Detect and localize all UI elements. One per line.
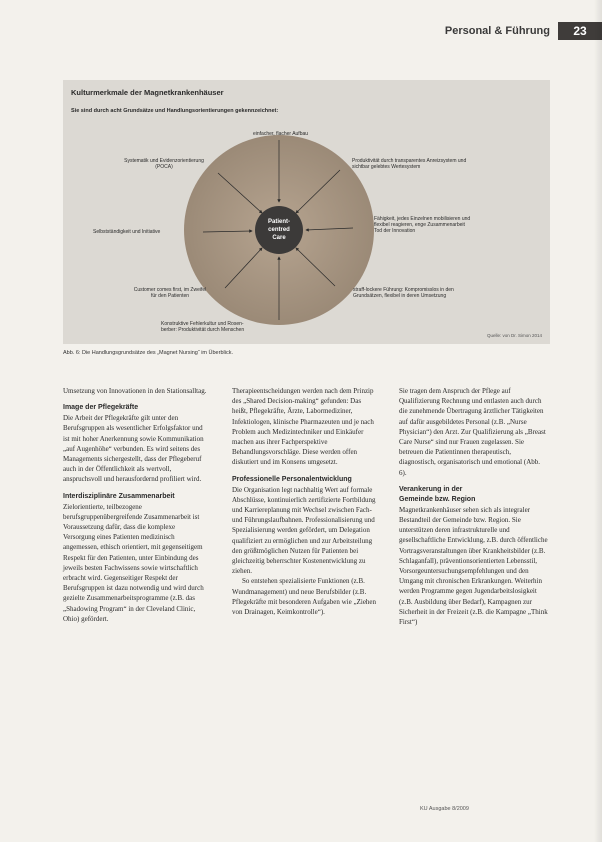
- c1-heading-2: Interdisziplinäre Zusammenarbeit: [63, 492, 175, 500]
- diagram-source: Quelle: von Dr. Simon 2014: [486, 333, 542, 338]
- c2-paragraph-1: Therapieentscheidungen werden nach dem Prinzip des „Shared Decision-making“ gefunden: Das heißt, Pflegekräfte, Ärzte, Labormediziner, Infektiologen, klinische Pharmazeuten und je nach Problem auch Medizintechniker und Einkäufer machen aus ihrer Fachperspektive Behandlungsvorschläge. Diese werden offen diskutiert und im Konsens umgesetzt.: [232, 387, 374, 467]
- label-bottom: [161, 321, 244, 333]
- figure-caption: Abb. 6: Die Handlungsgrundsätze des „Magnet Nursing“ im Überblick.: [63, 350, 233, 356]
- label-bottom-right-l1: straff-lockere Führung: Kompromisslos in den: [353, 287, 454, 293]
- c1-heading-1: Image der Pflegekräfte: [63, 404, 139, 412]
- diagram-subtitle: Sie sind durch acht Grundsätze und Handlungsorientierungen gekennzeichnet:: [71, 108, 279, 114]
- c3-paragraph-1: Sie tragen dem Anspruch der Pflege auf Qualifizierung Rechnung und entlasten auch durch die zunehmende Übertragung ärztlicher Tätigkeiten auf dafür ausgebildetes Personal (z.B. „Nurse Physician“) den Arzt. Zur Qualifizierung als „Breast Care Nurse“ sind nur Frauen zugelassen. Sie betreuen die Patientinnen therapeutisch, diagnostisch, organisatorisch und emotional (Abb. 6).: [399, 387, 546, 477]
- label-top-right-l2: sichtbar gelebtes Wertesystem: [352, 164, 421, 170]
- c3-heading-l1: Verankerung in der: [399, 485, 463, 493]
- center-line-1: Patient-: [267, 219, 291, 225]
- c2-paragraph-3: So entstehen spezialisierte Funktionen (z.B. Wundmanagement) und neue Berufsbilder (z.B. Pflegekräfte mit besonderen Aufgaben wie „Ziehen von Drainagen, Keimkontrolle“).: [232, 577, 377, 617]
- label-bottom-right-l2: Grundsätzen, flexibel in deren Umsetzung: [353, 293, 447, 299]
- label-top-right-l1: Produktivität durch transparentes Anreizsystem und: [352, 158, 467, 164]
- label-top: [253, 131, 308, 137]
- center-line-3: Care: [272, 235, 286, 241]
- text-column-3: [399, 386, 549, 627]
- section-title: Personal & Führung: [444, 25, 550, 37]
- scan-edge-shadow: [594, 0, 602, 842]
- diagram-box: [63, 80, 550, 344]
- label-top-right: [352, 158, 466, 170]
- label-bottom-left-l1: Customer comes first, im Zweifel: [133, 287, 207, 293]
- c1-paragraph-2: Die Arbeit der Pflegekräfte gilt unter den Berufsgruppen als wesentlicher Erfolgsfaktor und ist mit hoher Anerkennung sowie Kommunikation „auf Augenhöhe“ verbunden. Es wird seitens des Managements sichergestellt, dass der Pflegeberuf auch in der Öffentlichkeit als wertvoll, anspruchsvoll und herausfordernd profiliert wird.: [63, 414, 204, 484]
- c1-paragraph-1: Umsetzung von Innovationen in den Stationsalltag.: [63, 387, 207, 395]
- label-bottom-left: [115, 287, 225, 299]
- page-footer: KU Ausgabe 8/2009: [420, 806, 469, 812]
- c1-paragraph-3: Zielorientierte, teilbezogene berufsgruppenübergreifende Zusammenarbeit ist Voraussetzung dafür, dass die komplexe Versorgung eines Patienten medizinisch angemessen, ethisch orientiert, mit gegenseitigem Respekt für den Patienten, unter Einbindung des jeweils besten Fachwissens sowie wirtschaftlich erbracht wird. Gegenseitiger Respekt der Berufsgruppen ist dazu notwendig und wird durch gezielte Zusammenarbeitsprogramme (z.B. das „Shadowing Program“ in der Cleveland Clinic, Ohio) gefördert.: [63, 502, 204, 623]
- page-header: [0, 22, 602, 40]
- label-right-l2: flexibel reagieren, enge Zusammenarbeit: [374, 222, 465, 228]
- label-right: [374, 216, 470, 234]
- text-column-1: [63, 386, 208, 624]
- label-top-left-l2: (POCA): [155, 164, 173, 170]
- label-top-text: einfacher, flacher Aufbau: [253, 131, 309, 137]
- label-right-l1: Fähigkeit, jedes Einzelnen mobilisieren und: [374, 216, 471, 222]
- c2-heading-1: Professionelle Personalentwicklung: [232, 475, 352, 483]
- page-number: 23: [558, 22, 602, 40]
- label-bottom-left-l2: für den Patienten: [150, 293, 190, 299]
- label-top-left-l1: Systematik und Evidenzorientierung: [124, 158, 204, 164]
- label-bottom-l1: Konstruktive Fehlerkultur und Rosen-: [161, 321, 244, 327]
- diagram-graphic: [63, 80, 550, 344]
- text-column-2: [232, 386, 377, 617]
- label-left-text: Selbstständigkeit und Initiative: [93, 229, 161, 235]
- diagram-title: Kulturmerkmale der Magnetkrankenhäuser: [71, 88, 224, 97]
- c3-paragraph-2: Magnetkrankenhäuser sehen sich als integraler Bestandteil der Gemeinde bzw. Region. Sie unterstützen deren infrastrukturelle und gesellschaftliche Entwicklung, z.B. durch öffentliche Vortragsveranstaltungen über Krankheitsbilder (z.B. Schlaganfall), präventionsorientierten Lebensstil, Vorsorgeuntersuchungsempfehlungen und den Umgang mit chronischen Erkrankungen. Weiterhin werden Programme gegen Jugendarbeitslosigkeit (z.B. Ausbildung über Bedarf), Kampagnen zur Sicherheit in der Freizeit (z.B. die Kampagne „Think First“): [399, 505, 548, 627]
- center-line-2: centred: [268, 227, 290, 233]
- c3-heading-1: [399, 485, 549, 505]
- c2-paragraph-2: Die Organisation legt nachhaltig Wert auf formale Abschlüsse, kontinuierlich zertifizierte Fortbildung und Karriereplanung mit Wechsel zwischen Fach- und Führungslaufbahnen. Professionalisierung und Spezialisierung werden gefördert, um Delegation qualifiziert zu ermöglichen und zur Arbeitsteilung den größtmöglichen Nutzen für Patienten bei gleichzeitig beherrschter Kostenentwicklung zu ziehen.: [232, 485, 376, 576]
- label-top-left: [99, 158, 229, 170]
- label-left: [93, 229, 160, 235]
- label-bottom-right: [353, 287, 454, 299]
- label-right-l3: Tod der Innovation: [374, 228, 416, 234]
- c3-heading-l2: Gemeinde bzw. Region: [399, 495, 476, 503]
- label-bottom-l2: berber: Produktivität durch Menschen: [161, 327, 245, 333]
